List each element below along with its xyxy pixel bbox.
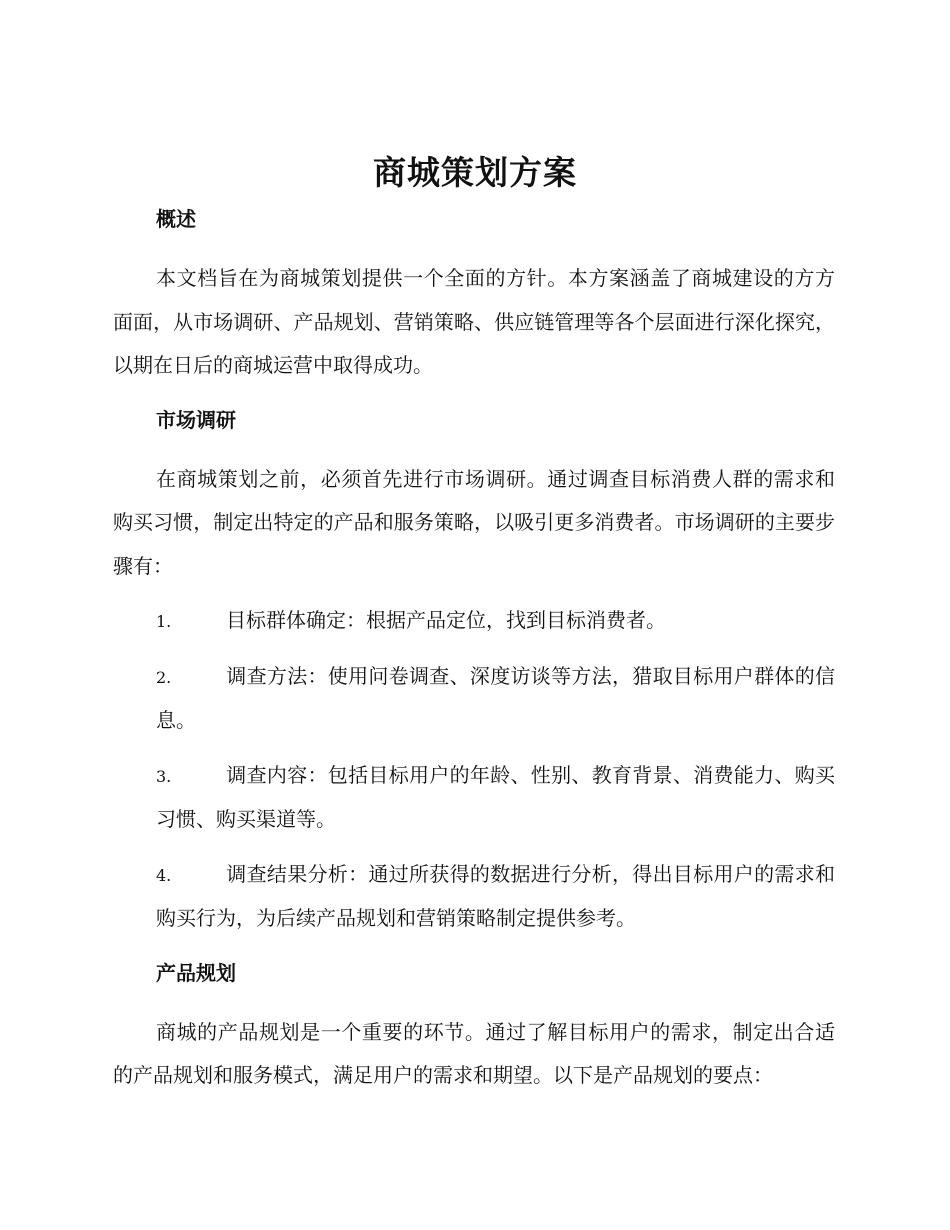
list-item (113, 754, 835, 842)
section-paragraph: 商城的产品规划是一个重要的环节。通过了解目标用户的需求，制定出合适的产品规划和服务模式，满足用户的需求和期望。以下是产品规划的要点： (113, 1019, 835, 1087)
document-title: 商城策划方案 (373, 153, 577, 192)
list-item-number: 3. (156, 766, 172, 786)
list-item (113, 655, 835, 743)
list-item-number: 2. (156, 667, 172, 687)
section-paragraph: 本文档旨在为商城策划提供一个全面的方针。本方案涵盖了商城建设的方方面面，从市场调研、产品规划、营销策略、供应链管理等各个层面进行深化探究，以期在日后的商城运营中取得成功。 (113, 266, 835, 377)
section-heading: 市场调研 (156, 407, 236, 432)
section-heading: 产品规划 (156, 960, 236, 985)
list-item-text: 调查方法：使用问卷调查、深度访谈等方法，猎取目标用户群体的信息。 (156, 663, 835, 732)
list-item-text: 调查内容：包括目标用户的年龄、性别、教育背景、消费能力、购买习惯、购买渠道等。 (156, 762, 835, 831)
section-heading: 概述 (156, 207, 196, 231)
list-item-number: 1. (156, 612, 172, 631)
list-item (113, 853, 835, 941)
section-paragraph: 在商城策划之前，必须首先进行市场调研。通过调查目标消费人群的需求和购买习惯，制定出特定的产品和服务策略，以吸引更多消费者。市场调研的主要步骤有： (113, 466, 835, 578)
list-item (113, 599, 835, 644)
document-body (113, 198, 835, 1109)
section-market-research (113, 399, 835, 941)
list-item-text: 目标群体确定：根据产品定位，找到目标消费者。 (226, 608, 666, 632)
section-product-planning (113, 952, 835, 1098)
list-item-text: 调查结果分析：通过所获得的数据进行分析，得出目标用户的需求和购买行为，为后续产品规划和营销策略制定提供参考。 (156, 861, 835, 930)
section-overview (113, 198, 835, 388)
list-item-number: 4. (156, 865, 172, 885)
